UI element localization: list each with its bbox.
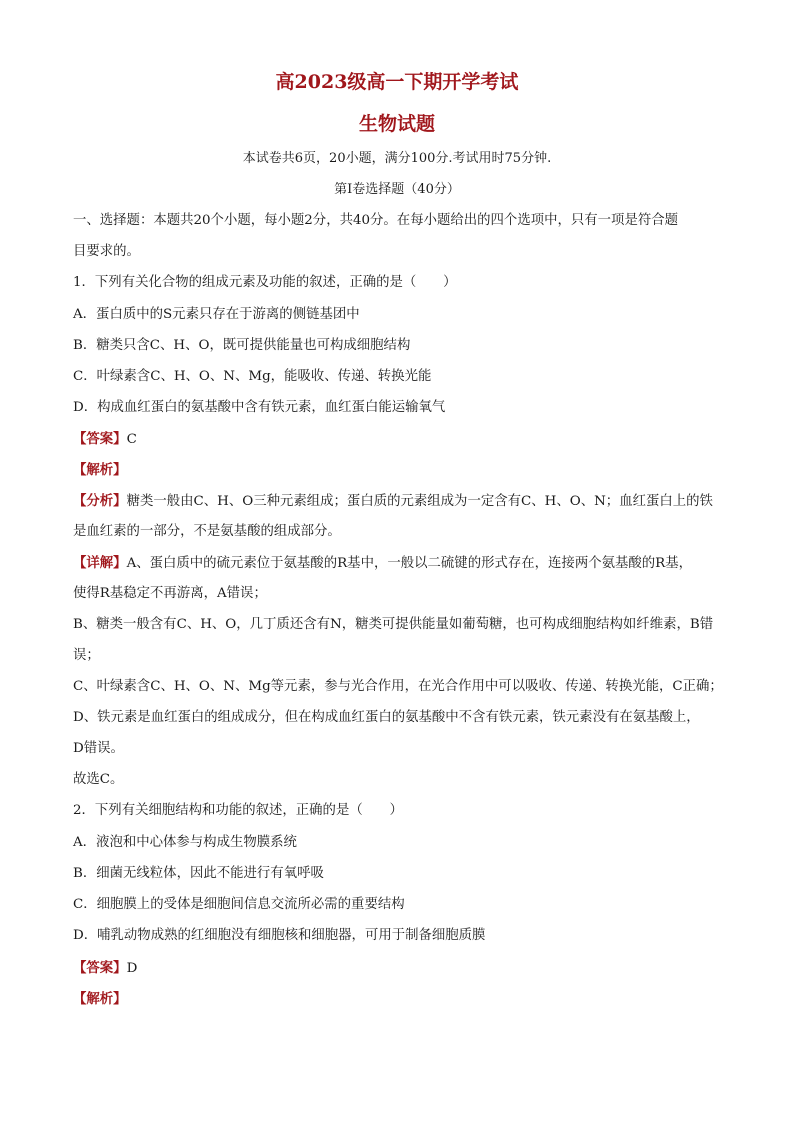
q1-xiangjie-line-3: B、糖类一般含有C、H、O，几丁质还含有N，糖类可提供能量如葡萄糖，也可构成细胞结构如纤维素，B错 [73, 617, 714, 632]
exam-info: 本试卷共6页，20小题，满分100分.考试用时75分钟. [242, 151, 552, 166]
answer-label: 【答案】 [73, 431, 127, 447]
instructions-line-1: 一、选择题：本题共20个小题，每小题2分，共40分。在每小题给出的四个选项中，只有一项是符合题 [73, 213, 679, 228]
q1-fenxi-line-2: 是血红素的一部分，不是氨基酸的组成部分。 [73, 524, 341, 539]
analysis-label: 【解析】 [73, 462, 127, 478]
q2-answer [73, 959, 723, 978]
q1-xiangjie-line-7: D错误。 [73, 741, 124, 756]
q1-fenxi-line-1 [73, 492, 723, 511]
q1-analysis-heading [73, 461, 723, 480]
q2-option-a: A．液泡和中心体参与构成生物膜系统 [73, 835, 297, 850]
q2-option-d: D．哺乳动物成熟的红细胞没有细胞核和细胞器，可用于制备细胞质膜 [73, 928, 486, 943]
answer-value: D [126, 961, 138, 976]
exam-subject: 生物试题 [358, 113, 435, 135]
q1-answer [73, 430, 723, 449]
q2-stem: 2．下列有关细胞结构和功能的叙述，正确的是（ ） [73, 803, 403, 818]
analysis-label: 【解析】 [73, 991, 127, 1007]
q1-xiangjie-line-4: 误； [73, 648, 100, 663]
q1-xiangjie-line-5: C、叶绿素含C、H、O、N、Mg等元素，参与光合作用，在光合作用中可以吸收、传递、转换光能，C正确； [73, 679, 723, 694]
xiangjie-label: 【详解】 [73, 555, 127, 571]
answer-value: C [126, 432, 137, 447]
fenxi-label: 【分析】 [73, 493, 127, 509]
q1-option-d: D．构成血红蛋白的氨基酸中含有铁元素，血红蛋白能运输氧气 [73, 400, 446, 415]
q2-option-b: B．细菌无线粒体，因此不能进行有氧呼吸 [73, 866, 324, 881]
exam-title: 高2023级高一下期开学考试 [275, 71, 519, 93]
q1-conclusion: 故选C。 [73, 772, 124, 787]
q1-xiangjie-line-2: 使得R基稳定不再游离，A错误； [73, 586, 267, 601]
q1-option-b: B．糖类只含C、H、O，既可提供能量也可构成细胞结构 [73, 338, 411, 353]
fenxi-text: 糖类一般由C、H、O三种元素组成；蛋白质的元素组成为一定含有C、H、O、N；血红蛋白上的铁 [126, 494, 713, 509]
q1-option-a: A．蛋白质中的S元素只存在于游离的侧链基团中 [73, 307, 360, 322]
q2-option-c: C．细胞膜上的受体是细胞间信息交流所必需的重要结构 [73, 897, 405, 912]
xiangjie-text: A、蛋白质中的硫元素位于氨基酸的R基中，一般以二硫键的形式存在，连接两个氨基酸的R基， [126, 556, 693, 571]
answer-label: 【答案】 [73, 960, 127, 976]
q1-stem: 1．下列有关化合物的组成元素及功能的叙述，正确的是（ ） [73, 275, 457, 290]
instructions-line-2: 目要求的。 [73, 244, 140, 259]
q1-option-c: C．叶绿素含C、H、O、N、Mg，能吸收、传递、转换光能 [73, 369, 432, 384]
q1-xiangjie-line-6: D、铁元素是血红蛋白的组成成分，但在构成血红蛋白的氨基酸中不含有铁元素，铁元素没有在氨基酸上， [73, 710, 700, 725]
q2-analysis-heading [73, 990, 723, 1009]
q1-xiangjie-line-1 [73, 554, 723, 573]
section-title: 第I卷选择题（40分） [334, 182, 460, 197]
